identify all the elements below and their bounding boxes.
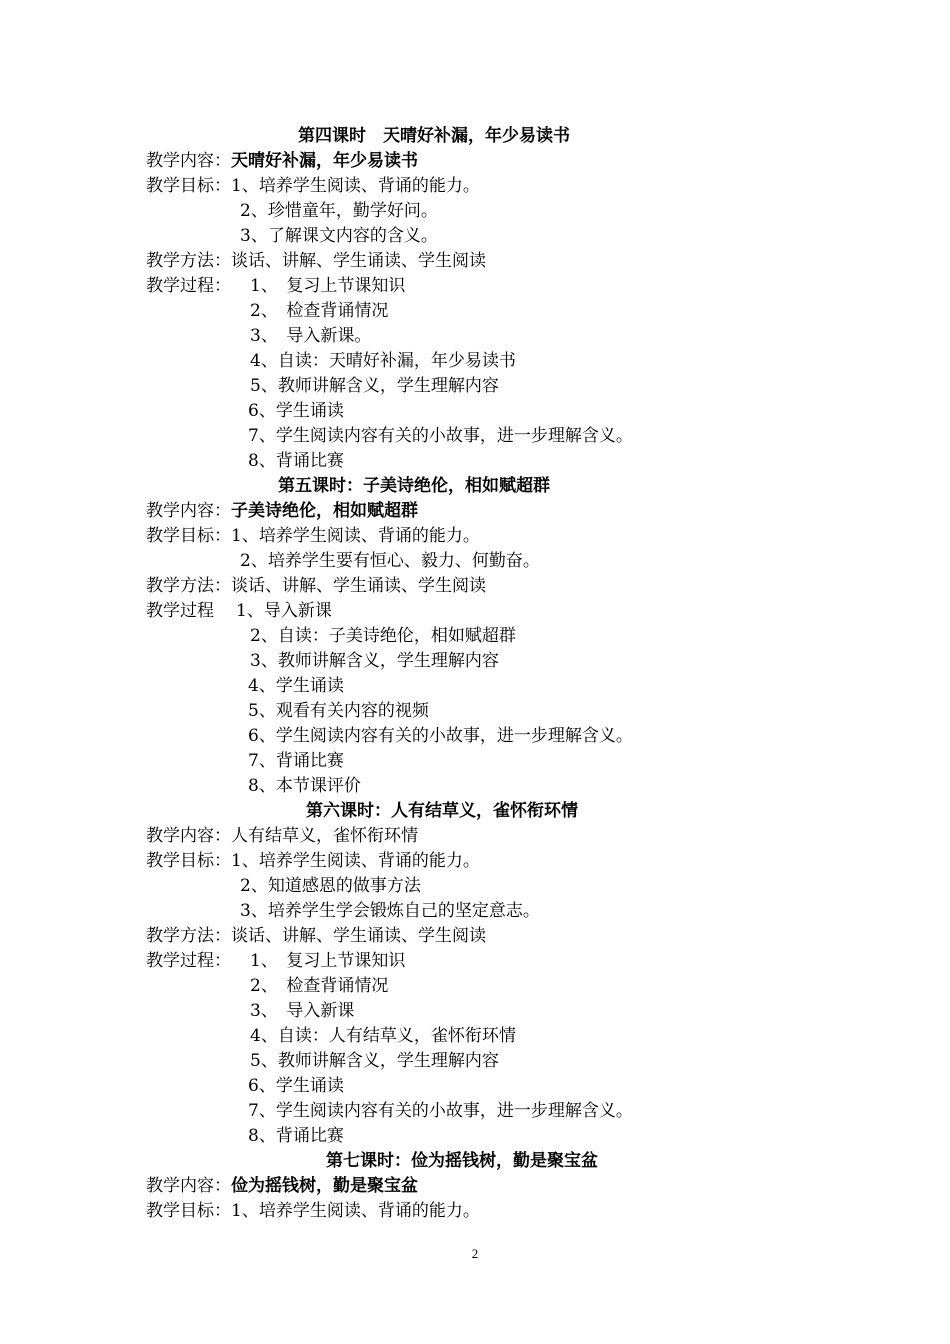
page-number: 2 [471, 1246, 479, 1261]
content-label: 教学内容： [146, 151, 231, 171]
goal-item: 2、培养学生要有恒心、毅力、何勤奋。 [240, 551, 540, 571]
process-step: 7、学生阅读内容有关的小故事，进一步理解含义。 [248, 426, 633, 446]
lesson-4-content [146, 149, 418, 173]
process-step: 3、 导入新课 [250, 1001, 355, 1021]
content-value: 俭为摇钱树，勤是聚宝盆 [231, 1176, 418, 1196]
lesson-6-method [146, 924, 486, 948]
process-step: 6、学生诵读 [248, 1076, 344, 1096]
lesson-4-goals [146, 174, 480, 198]
method-value: 谈话、讲解、学生诵读、学生阅读 [231, 576, 486, 596]
goal-item: 1、培养学生阅读、背诵的能力。 [231, 851, 480, 871]
goals-label: 教学目标： [146, 1201, 231, 1221]
content-value: 天晴好补漏，年少易读书 [231, 151, 418, 171]
content-value: 子美诗绝伦，相如赋超群 [231, 501, 418, 521]
process-step: 8、本节课评价 [248, 776, 361, 796]
lesson-7-goals [146, 1199, 480, 1223]
method-value: 谈话、讲解、学生诵读、学生阅读 [231, 251, 486, 271]
content-label: 教学内容： [146, 501, 231, 521]
goal-item: 1、培养学生阅读、背诵的能力。 [231, 176, 480, 196]
content-label: 教学内容： [146, 1176, 231, 1196]
method-label: 教学方法： [146, 926, 231, 946]
lesson-5-goals [146, 524, 480, 548]
process-step: 2、 检查背诵情况 [250, 976, 389, 996]
goal-item: 1、培养学生阅读、背诵的能力。 [231, 1201, 480, 1221]
process-step: 5、教师讲解含义，学生理解内容 [250, 1051, 499, 1071]
process-step: 8、背诵比赛 [248, 451, 344, 471]
content-value: 人有结草义，雀怀衔环情 [231, 826, 418, 846]
goal-item: 3、培养学生学会锻炼自己的坚定意志。 [240, 901, 540, 921]
lesson-4-title: 第四课时 天晴好补漏，年少易读书 [298, 126, 570, 146]
process-step: 6、学生诵读 [248, 401, 344, 421]
method-label: 教学方法： [146, 251, 231, 271]
lesson-6-goals [146, 849, 480, 873]
process-step: 6、学生阅读内容有关的小故事，进一步理解含义。 [248, 726, 633, 746]
lesson-5-method [146, 574, 486, 598]
method-value: 谈话、讲解、学生诵读、学生阅读 [231, 926, 486, 946]
goals-label: 教学目标： [146, 851, 231, 871]
process-step: 1、导入新课 [236, 601, 332, 621]
goals-label: 教学目标： [146, 526, 231, 546]
lesson-7-title: 第七课时：俭为摇钱树，勤是聚宝盆 [326, 1151, 598, 1171]
process-step: 5、观看有关内容的视频 [248, 701, 429, 721]
process-label: 教学过程： [146, 951, 231, 971]
lesson-6-content [146, 824, 418, 848]
lesson-5-title: 第五课时：子美诗绝伦，相如赋超群 [278, 476, 550, 496]
process-step: 1、 复习上节课知识 [250, 276, 406, 296]
process-step: 5、教师讲解含义，学生理解内容 [250, 376, 499, 396]
process-step: 4、学生诵读 [248, 676, 344, 696]
process-step: 2、 检查背诵情况 [250, 301, 389, 321]
lesson-6-title: 第六课时：人有结草义，雀怀衔环情 [306, 801, 578, 821]
content-label: 教学内容： [146, 826, 231, 846]
process-step: 3、 导入新课。 [250, 326, 372, 346]
process-step: 7、背诵比赛 [248, 751, 344, 771]
process-step: 3、教师讲解含义，学生理解内容 [250, 651, 499, 671]
goal-item: 3、了解课文内容的含义。 [240, 226, 438, 246]
method-label: 教学方法： [146, 576, 231, 596]
process-step: 8、背诵比赛 [248, 1126, 344, 1146]
process-step: 4、自读：天晴好补漏，年少易读书 [250, 351, 516, 371]
process-step: 1、 复习上节课知识 [250, 951, 406, 971]
lesson-4-method [146, 249, 486, 273]
goal-item: 2、珍惜童年，勤学好问。 [240, 201, 438, 221]
goals-label: 教学目标： [146, 176, 231, 196]
process-step: 2、自读：子美诗绝伦，相如赋超群 [250, 626, 516, 646]
lesson-7-content [146, 1174, 418, 1198]
goal-item: 1、培养学生阅读、背诵的能力。 [231, 526, 480, 546]
process-label: 教学过程 [146, 601, 214, 621]
process-step: 7、学生阅读内容有关的小故事，进一步理解含义。 [248, 1101, 633, 1121]
lesson-5-content [146, 499, 418, 523]
process-step: 4、自读：人有结草义，雀怀衔环情 [250, 1026, 516, 1046]
process-label: 教学过程： [146, 276, 231, 296]
goal-item: 2、知道感恩的做事方法 [240, 876, 421, 896]
